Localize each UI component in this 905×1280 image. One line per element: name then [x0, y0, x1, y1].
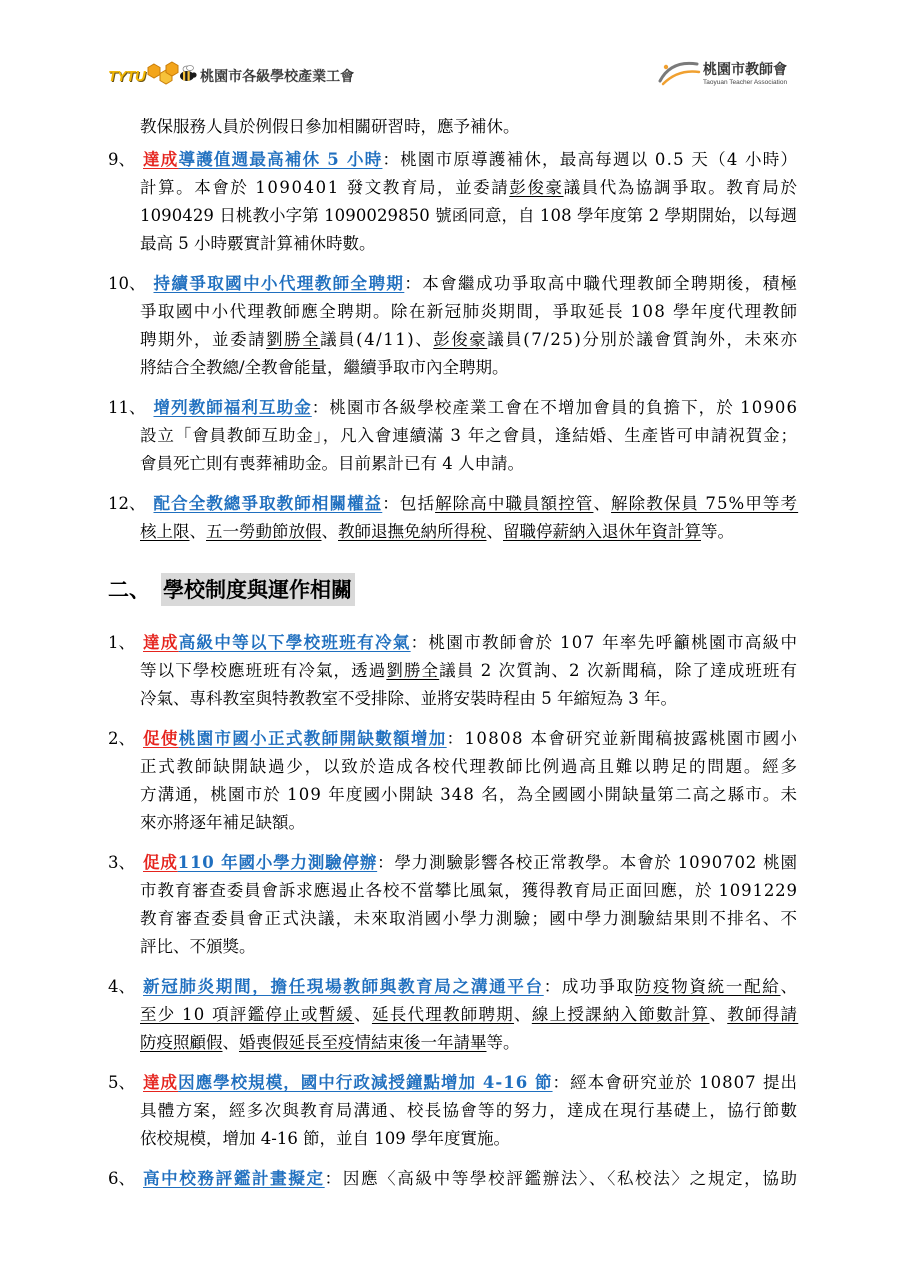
- item-line: [140, 202, 797, 230]
- highlighted-heading-text: 達成: [143, 1073, 179, 1092]
- text-segment: ：桃園市教師會於 107 年率先呼籲桃園市高級中: [410, 633, 799, 652]
- underlined-text: 劉勝全: [266, 330, 321, 349]
- line-text: [140, 302, 798, 321]
- line-text: [140, 785, 798, 804]
- item-line: [140, 809, 797, 837]
- text-segment: 聘期外，並委請: [140, 330, 267, 349]
- item-first-line: [108, 490, 797, 518]
- section-heading: [108, 573, 797, 607]
- highlighted-heading-text: 高中校務評鑑計畫擬定: [143, 1169, 325, 1188]
- underlined-text: 至少 10 項評鑑停止或暫緩: [140, 1005, 355, 1024]
- union-logo: [108, 63, 354, 89]
- underlined-text: 防疫物資統一配給: [634, 977, 781, 996]
- text-segment: ：包括: [382, 494, 436, 513]
- underlined-text: 解除高中職員額控管: [435, 494, 594, 513]
- section-number: 二、: [108, 577, 150, 602]
- list-item: [0, 725, 797, 837]
- achievement-list-part-two: [0, 629, 797, 1193]
- swoosh-icon: [657, 57, 701, 91]
- item-number: 3、: [108, 853, 135, 872]
- highlighted-heading-text: 促成: [143, 853, 178, 872]
- highlighted-heading-text: 高級中等以下學校班班有冷氣: [178, 633, 411, 652]
- item-line: [140, 753, 797, 781]
- line-text: [140, 689, 677, 708]
- line-text: 教保服務人員於例假日參加相關研習時，應予補休。: [140, 117, 520, 136]
- association-name: 桃園市教師會: [703, 62, 787, 78]
- line-text: [143, 150, 798, 169]
- line-text: [140, 1005, 798, 1024]
- item-line: [140, 1125, 797, 1153]
- line-text: [143, 729, 798, 748]
- text-segment: 、: [593, 494, 612, 513]
- highlighted-heading-text: 達成: [143, 633, 179, 652]
- item-line: [140, 518, 797, 546]
- text-segment: 等以下學校應班班有冷氣，透過: [140, 661, 387, 680]
- text-segment: 正式教師缺開缺過少，以致於造成各校代理教師比例過高且難以聘足的問題。經多: [140, 757, 799, 776]
- text-segment: 、: [321, 522, 338, 541]
- item-first-line: [108, 1165, 797, 1193]
- line-text: [140, 206, 797, 225]
- text-segment: ：經本會研究並於 10807 提出: [552, 1073, 799, 1092]
- item-number: 4、: [108, 977, 135, 996]
- list-item: [0, 1069, 797, 1153]
- highlighted-heading-text: 新冠肺炎期間，擔任現場教師與教育局之溝通平台: [143, 977, 544, 996]
- line-text: [143, 977, 799, 996]
- item-line: [140, 174, 797, 202]
- item-line: [140, 1001, 797, 1029]
- item-line: [140, 933, 797, 961]
- text-segment: 計算。本會於 1090401 發文教育局，並委請: [140, 178, 510, 197]
- item-line: [140, 781, 797, 809]
- item-number: 10、: [108, 274, 146, 293]
- text-segment: 、: [222, 1033, 239, 1052]
- union-name: 桃園市各級學校產業工會: [200, 69, 355, 85]
- text-segment: 將結合全教總/全教會能量，繼續爭取市內全聘期。: [140, 358, 509, 377]
- line-text: [140, 522, 734, 541]
- line-text: [154, 274, 799, 293]
- item-line: [140, 298, 797, 326]
- item-first-line: [108, 394, 797, 422]
- text-segment: 評比、不頒獎。: [140, 937, 256, 956]
- text-segment: 爭取國中小代理教師應全聘期。除在新冠肺炎期間，爭取延長 108 學年度代理教師: [140, 302, 799, 321]
- item-line: [140, 354, 797, 382]
- item-line: [140, 1097, 797, 1125]
- text-segment: ：10808 本會研究並新聞稿披露桃園市國小: [446, 729, 799, 748]
- text-segment: ：因應〈高級中等學校評鑑辦法〉、〈私校法〉之規定，協助: [324, 1169, 799, 1188]
- line-text: [140, 1129, 510, 1148]
- line-text: [140, 358, 509, 377]
- item-number: 9、: [108, 150, 135, 169]
- item-number: 11、: [108, 398, 146, 417]
- text-segment: 、: [189, 522, 206, 541]
- item-line: [140, 450, 797, 478]
- line-text: [140, 1033, 520, 1052]
- text-segment: 具體方案，經多次與教育局溝通、校長協會等的努力，達成在現行基礎上，協行節數: [140, 1101, 799, 1120]
- text-segment: 議員(7/25)分別於議會質詢外，未來亦: [487, 330, 799, 349]
- text-segment: ：成功爭取: [543, 977, 635, 996]
- text-segment: 1090429 日桃教小字第 1090029850 號函同意，自 108 學年度第 2 學期開始，以每週: [140, 206, 798, 225]
- item-line: [140, 1029, 797, 1057]
- item-line: [140, 230, 797, 258]
- line-text: [140, 881, 798, 900]
- text-segment: 冷氣、專科教室與特教教室不受排除、並將安裝時程由 5 年縮短為 3 年。: [140, 689, 677, 708]
- union-logo-mark: TYTU: [108, 67, 146, 85]
- item-line: [140, 877, 797, 905]
- item-first-line: [108, 1069, 797, 1097]
- text-segment: 等。: [701, 522, 734, 541]
- item-first-line: [108, 849, 797, 877]
- item-line: [140, 422, 797, 450]
- bee-honeycomb-icon: [145, 61, 197, 91]
- text-segment: 市教育審查委員會訴求應遏止各校不當攀比風氣，獲得教育局正面回應，於 1091229: [140, 881, 798, 900]
- line-text: [154, 398, 799, 417]
- underlined-text: 留職停薪納入退休年資計算: [503, 522, 701, 541]
- line-text: [140, 426, 798, 445]
- text-segment: ：桃園市各級學校產業工會在不增加會員的負擔下，於 10906: [311, 398, 799, 417]
- text-segment: 議員(4/11)、: [320, 330, 434, 349]
- highlighted-heading-text: 110 年國小學力測驗停辦: [177, 853, 378, 872]
- item-number: 5、: [108, 1073, 135, 1092]
- line-text: [143, 633, 798, 652]
- underlined-text: 五一勞動節放假: [206, 522, 322, 541]
- list-item: [0, 629, 797, 713]
- list-item: [0, 849, 797, 961]
- underlined-text: 解除教保員 75%甲等考: [611, 494, 799, 513]
- item-first-line: [108, 270, 797, 298]
- text-segment: 、: [354, 1005, 372, 1024]
- underlined-text: 線上授課納入節數計算: [531, 1005, 710, 1024]
- highlighted-heading-text: 促使: [143, 729, 179, 748]
- item-number: 12、: [108, 494, 146, 513]
- teacher-association-logo: [657, 57, 787, 91]
- text-segment: 依校規模，增加 4-16 節，並自 109 學年度實施。: [140, 1129, 511, 1148]
- underlined-text: 婚喪假延長至疫情結束後一年請畢: [239, 1033, 487, 1052]
- highlighted-heading-text: 因應學校規模，國中行政減授鐘點增加 4-16 節: [178, 1073, 553, 1092]
- item-line: [140, 657, 797, 685]
- line-text: [140, 937, 256, 956]
- item-number: 1、: [108, 633, 135, 652]
- line-text: [140, 909, 798, 928]
- text-segment: 教育審查委員會正式決議，未來取消國小學力測驗；國中學力測驗結果則不排名、不: [140, 909, 799, 928]
- list-item: [0, 490, 797, 546]
- underlined-text: 防疫照顧假: [140, 1033, 223, 1052]
- line-text: [143, 1073, 798, 1092]
- list-item: [0, 1165, 797, 1193]
- text-segment: 等。: [486, 1033, 520, 1052]
- item-first-line: [108, 146, 797, 174]
- text-segment: 議員 2 次質詢、2 次新聞稿，除了達成班班有: [439, 661, 799, 680]
- text-segment: 來亦將逐年補足缺額。: [140, 813, 305, 832]
- underlined-text: 延長代理教師聘期: [371, 1005, 515, 1024]
- underlined-text: 核上限: [140, 522, 190, 541]
- line-text: [140, 178, 799, 197]
- line-text: [140, 330, 799, 349]
- line-text: [140, 757, 799, 776]
- highlighted-heading-text: 桃園市國小正式教師開缺數額增加: [178, 729, 447, 748]
- underlined-text: 彭俊豪: [509, 178, 564, 197]
- section-title: 學校制度與運作相關: [161, 573, 355, 606]
- underlined-text: 劉勝全: [386, 661, 440, 680]
- underlined-text: 教師退撫免納所得稅: [338, 522, 487, 541]
- item-line: [140, 905, 797, 933]
- achievement-list-part-one: [0, 146, 797, 546]
- underlined-text: 彭俊豪: [433, 330, 488, 349]
- highlighted-heading-text: 配合全教總爭取教師相關權益: [153, 494, 383, 513]
- association-english-name: Taoyuan Teacher Association: [703, 79, 788, 86]
- item-line: [140, 326, 797, 354]
- item-line: [140, 685, 797, 713]
- text-segment: 方溝通，桃園市於 109 年度國小開缺 348 名，為全國國小開缺量第二高之縣市。未: [140, 785, 799, 804]
- underlined-text: 教師得請: [727, 1005, 799, 1024]
- text-segment: 、: [514, 1005, 532, 1024]
- text-segment: 會員死亡則有喪葬補助金。目前累計已有 4 人申請。: [140, 454, 524, 473]
- text-segment: ：桃園市原導護補休，最高每週以 0.5 天（4 小時）: [382, 150, 799, 169]
- line-text: [143, 1169, 799, 1188]
- line-text: [154, 494, 799, 513]
- highlighted-heading-text: 增列教師福利互助金: [153, 398, 312, 417]
- line-text: [143, 853, 798, 872]
- item-number: 2、: [108, 729, 135, 748]
- highlighted-heading-text: 持續爭取國中小代理教師全聘期: [153, 274, 405, 293]
- list-item: [0, 270, 797, 382]
- text-segment: 、: [486, 522, 503, 541]
- text-segment: ：本會繼成功爭取高中職代理教師全聘期後，積極: [404, 274, 799, 293]
- text-segment: 設立「會員教師互助金」，凡入會連續滿 3 年之會員，逢結婚、生產皆可申請祝賀金；: [140, 426, 798, 445]
- line-text: [140, 234, 376, 253]
- list-item: [0, 973, 797, 1057]
- item-number: 6、: [108, 1169, 135, 1188]
- text-segment: 最高 5 小時覈實計算補休時數。: [140, 234, 376, 253]
- item-first-line: [108, 725, 797, 753]
- item-first-line: [108, 973, 797, 1001]
- text-segment: ：學力測驗影響各校正常教學。本會於 1090702 桃園: [377, 853, 798, 872]
- line-text: [140, 661, 798, 680]
- line-text: [140, 454, 524, 473]
- line-text: [140, 1101, 798, 1120]
- text-segment: 、: [780, 977, 799, 996]
- text-segment: 、: [709, 1005, 728, 1024]
- line-text: [140, 813, 305, 832]
- continuation-line: [140, 113, 797, 141]
- text-segment: 議員代為協調爭取。教育局於: [563, 178, 799, 197]
- list-item: [0, 146, 797, 258]
- highlighted-heading-text: 達成: [143, 150, 179, 169]
- item-first-line: [108, 629, 797, 657]
- document-body: [0, 113, 797, 1193]
- highlighted-heading-text: 導護值週最高補休 5 小時: [178, 150, 383, 169]
- list-item: [0, 394, 797, 478]
